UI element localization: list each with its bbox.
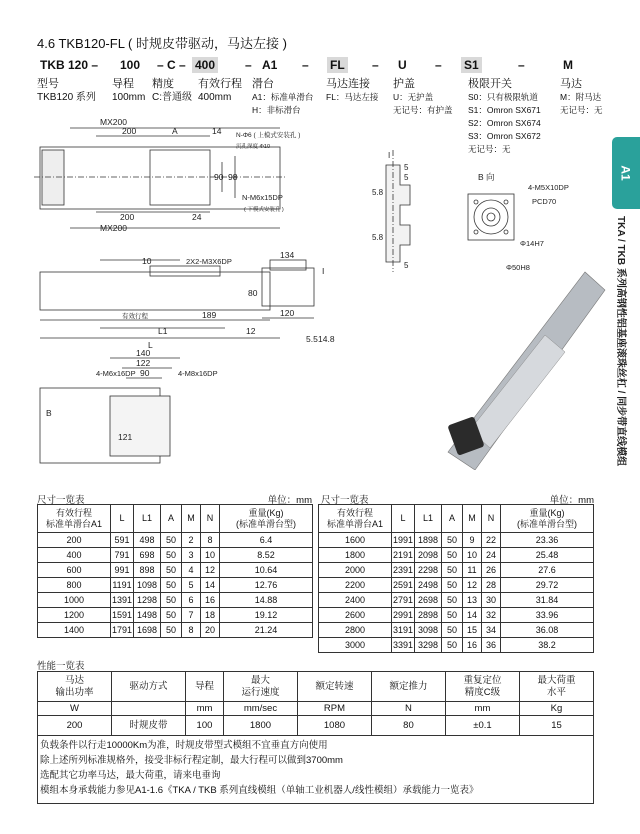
dim-label: 134 — [280, 250, 295, 260]
code-part: – — [302, 58, 309, 72]
table-cell: 34 — [482, 623, 501, 638]
dim-label: 80 — [248, 288, 258, 298]
table-row — [319, 608, 594, 623]
table-cell: 13 — [463, 593, 482, 608]
table-cell: 15 — [519, 716, 593, 736]
table-cell: 50 — [442, 533, 463, 548]
table-row — [38, 608, 313, 623]
table-cell: 3 — [182, 548, 201, 563]
table-cell: 14 — [201, 578, 220, 593]
table-cell: 3098 — [415, 623, 442, 638]
code-part: – — [245, 58, 252, 72]
table-cell: 22 — [482, 533, 501, 548]
dim-label: I — [322, 266, 325, 276]
table-cell: 1800 — [319, 548, 392, 563]
motor-view-flange — [110, 396, 170, 456]
table-cell: 14.88 — [220, 593, 313, 608]
table-cell: 21.24 — [220, 623, 313, 638]
dim-label: 98 — [228, 172, 238, 182]
table-cell: 991 — [111, 563, 134, 578]
code-part: – — [518, 58, 525, 72]
table-row — [38, 533, 313, 548]
table-cell: 800 — [38, 578, 111, 593]
table-cell: 600 — [38, 563, 111, 578]
size-table-caption-right: 尺寸一览表 — [321, 495, 369, 506]
table-cell: 50 — [161, 548, 182, 563]
col-unit: mm/sec — [223, 702, 297, 716]
col-header: 重量(Kg) (标准单滑台型) — [220, 505, 313, 533]
table-row — [319, 533, 594, 548]
table-cell: 29.72 — [501, 578, 594, 593]
dim-label: 5.8 — [372, 188, 384, 197]
table-cell: 1200 — [38, 608, 111, 623]
notes-box — [37, 736, 594, 804]
table-row — [38, 593, 313, 608]
col-unit: W — [38, 702, 112, 716]
dim-label: 122 — [136, 358, 151, 368]
table-cell: 32 — [482, 608, 501, 623]
table-cell: 12 — [201, 563, 220, 578]
table-cell: 2400 — [319, 593, 392, 608]
table-cell: 50 — [442, 548, 463, 563]
table-cell: 1400 — [38, 623, 111, 638]
table-cell: 791 — [111, 548, 134, 563]
table-cell: 50 — [442, 638, 463, 653]
col-header: 额定转速 — [297, 672, 371, 702]
dim-label: 5.5 — [306, 334, 318, 344]
table-cell: 2791 — [392, 593, 415, 608]
b-view-flange — [468, 194, 514, 240]
table-cell: 26 — [482, 563, 501, 578]
section-tab: A1 — [612, 137, 640, 209]
dim-label: 5.8 — [372, 233, 384, 242]
col-header: 驱动方式 — [112, 672, 186, 702]
col-header: 重复定位 精度C级 — [445, 672, 519, 702]
spec-limit-switch: 极限开关 S0：只有极限轨道 S1：Omron SX671 S2：Omron SX674 S3：Omron SX672 无记号：无 — [468, 78, 541, 154]
col-unit — [112, 702, 186, 716]
table-cell: 36.08 — [501, 623, 594, 638]
dim-label: 5 — [404, 261, 409, 270]
table-cell: ±0.1 — [445, 716, 519, 736]
product-render — [447, 272, 605, 470]
table-cell: 36 — [482, 638, 501, 653]
dim-label: 14.8 — [318, 334, 335, 344]
table-cell: 50 — [442, 563, 463, 578]
table-cell: 6.4 — [220, 533, 313, 548]
table-cell: 2898 — [415, 608, 442, 623]
code-part: M — [563, 58, 573, 72]
dim-label: 2X2-M3X6DP — [186, 257, 232, 266]
page-title: 4.6 TKB120-FL ( 时规皮带驱动，马达左接 ) — [37, 36, 287, 51]
col-header: 有效行程 标准单滑台A1 — [38, 505, 111, 533]
table-cell: 898 — [134, 563, 161, 578]
dim-label: 189 — [202, 310, 217, 320]
size-table-unit-right: 单位：mm — [549, 495, 594, 506]
col-header: A — [161, 505, 182, 533]
table-cell: 1080 — [297, 716, 371, 736]
table-cell: 591 — [111, 533, 134, 548]
table-cell: 2591 — [392, 578, 415, 593]
table-cell: 50 — [161, 533, 182, 548]
col-header: 导程 — [186, 672, 224, 702]
dim-label: 200 — [120, 212, 135, 222]
table-cell: 3000 — [319, 638, 392, 653]
table-cell: 19.12 — [220, 608, 313, 623]
top-view-slider — [150, 150, 210, 205]
table-cell: 50 — [161, 593, 182, 608]
spec-motor: 马达 M：附马达 无记号：无 — [560, 78, 603, 115]
series-vertical-label: TKA / TKB 系列高钢性铝基座滚珠丝杠 / 同步带直线模组 — [615, 216, 626, 467]
dim-label: Φ14H7 — [520, 239, 544, 248]
perf-table — [37, 671, 594, 736]
code-part: – — [435, 58, 442, 72]
dim-label: 24 — [192, 212, 202, 222]
code-part: – — [372, 58, 379, 72]
table-row — [38, 563, 313, 578]
col-unit: RPM — [297, 702, 371, 716]
table-cell: 50 — [442, 608, 463, 623]
table-cell: 24 — [482, 548, 501, 563]
table-cell: 2200 — [319, 578, 392, 593]
front-view-body — [40, 272, 270, 310]
col-header: 马达 输出功率 — [38, 672, 112, 702]
dim-label: MX200 — [100, 223, 127, 233]
front-view-slider — [150, 266, 220, 276]
table-cell: 14 — [463, 608, 482, 623]
table-cell: 18 — [201, 608, 220, 623]
table-cell: 1591 — [111, 608, 134, 623]
table-row — [319, 638, 594, 653]
table-cell: 1791 — [111, 623, 134, 638]
dim-label: N-M6x15DP — [242, 193, 283, 202]
table-cell: 28 — [482, 578, 501, 593]
table-cell: 400 — [38, 548, 111, 563]
table-row — [319, 563, 594, 578]
table-cell: 80 — [371, 716, 445, 736]
table-cell: 8 — [201, 533, 220, 548]
table-row — [38, 623, 313, 638]
col-header: N — [482, 505, 501, 533]
dim-label: 5 — [404, 163, 409, 172]
col-unit: mm — [445, 702, 519, 716]
table-cell: 12.76 — [220, 578, 313, 593]
col-unit: Kg — [519, 702, 593, 716]
table-cell: 50 — [161, 578, 182, 593]
col-header: 最大 运行速度 — [223, 672, 297, 702]
note-line: 选配其它功率马达，最大荷重，请来电垂询 — [40, 770, 221, 781]
col-header: 额定推力 — [371, 672, 445, 702]
table-cell: 1800 — [223, 716, 297, 736]
table-cell: 2 — [182, 533, 201, 548]
table-cell: 698 — [134, 548, 161, 563]
dim-label: PCD70 — [532, 197, 557, 206]
table-row — [319, 623, 594, 638]
dim-label: MX200 — [100, 117, 127, 127]
note-line: 除上述所列标准规格外，接受非标行程定制，最大行程可以做到3700mm — [40, 755, 343, 766]
table-cell: 50 — [442, 578, 463, 593]
col-header: L — [392, 505, 415, 533]
col-header: M — [182, 505, 201, 533]
spec-lead: 导程 100mm — [112, 78, 146, 103]
table-cell: 30 — [482, 593, 501, 608]
spec-slider: 滑台 A1：标准单滑台 H：非标滑台 — [252, 78, 314, 115]
dim-label: A — [172, 126, 178, 136]
table-cell: 2191 — [392, 548, 415, 563]
table-cell: 25.48 — [501, 548, 594, 563]
col-header: A — [442, 505, 463, 533]
table-cell: 3391 — [392, 638, 415, 653]
table-cell: 15 — [463, 623, 482, 638]
dim-label: 90 — [140, 368, 150, 378]
col-header: M — [463, 505, 482, 533]
table-cell: 11 — [463, 563, 482, 578]
spec-motor-connection: 马达连接 FL：马达左接 — [326, 78, 379, 102]
table-cell: 20 — [201, 623, 220, 638]
table-cell: 1191 — [111, 578, 134, 593]
size-table-right — [318, 504, 594, 653]
col-unit: mm — [186, 702, 224, 716]
table-cell: 31.84 — [501, 593, 594, 608]
table-cell: 23.36 — [501, 533, 594, 548]
table-cell: 3191 — [392, 623, 415, 638]
view-label: B — [46, 408, 52, 418]
dim-label: 121 — [118, 432, 133, 442]
table-cell: 2800 — [319, 623, 392, 638]
table-cell: 50 — [161, 563, 182, 578]
table-cell: 1098 — [134, 578, 161, 593]
perf-table-caption: 性能一览表 — [37, 661, 85, 672]
dim-label: 90 — [214, 172, 224, 182]
dim-label: 140 — [136, 348, 151, 358]
note-line: 模组本身承载能力参见A1-1.6《TKA / TKB 系列直线模组（单轴工业机器人/线性模组）承载能力一览表》 — [40, 785, 479, 796]
table-row — [319, 578, 594, 593]
code-part: 400 — [192, 57, 218, 73]
code-part: S1 — [461, 57, 482, 73]
table-cell: 7 — [182, 608, 201, 623]
table-cell: 10.64 — [220, 563, 313, 578]
dim-label: 5 — [404, 173, 409, 182]
table-cell: 2098 — [415, 548, 442, 563]
dim-label: L1 — [158, 326, 168, 336]
table-cell: 200 — [38, 716, 112, 736]
dim-label: ( 下模式安装孔 ) — [244, 207, 284, 213]
table-cell: 50 — [161, 623, 182, 638]
code-part: 100 — [120, 58, 141, 72]
table-cell: 2298 — [415, 563, 442, 578]
dim-label: I — [388, 151, 391, 160]
table-cell: 4 — [182, 563, 201, 578]
code-part: FL — [327, 57, 348, 73]
table-cell: 16 — [463, 638, 482, 653]
table-cell: 10 — [201, 548, 220, 563]
table-cell: 2698 — [415, 593, 442, 608]
table-cell: 3298 — [415, 638, 442, 653]
col-header: 有效行程 标准单滑台A1 — [319, 505, 392, 533]
table-cell: 1898 — [415, 533, 442, 548]
table-cell: 1391 — [111, 593, 134, 608]
col-header: L1 — [134, 505, 161, 533]
spec-model: 型号 TKB120 系列 — [37, 78, 96, 103]
col-header: 重量(Kg) (标准单滑台型) — [501, 505, 594, 533]
dim-label: 12 — [246, 326, 256, 336]
table-row — [319, 548, 594, 563]
table-cell: 10 — [463, 548, 482, 563]
table-row — [319, 593, 594, 608]
top-view-motor — [42, 150, 64, 205]
table-cell: 1698 — [134, 623, 161, 638]
table-cell: 1600 — [319, 533, 392, 548]
size-table-unit: 单位：mm — [267, 495, 312, 506]
dim-label: 120 — [280, 308, 295, 318]
table-cell: 2600 — [319, 608, 392, 623]
dim-label: 4-M5X10DP — [528, 183, 569, 192]
b-view — [468, 194, 514, 240]
code-part: A1 — [262, 58, 278, 72]
top-view — [34, 128, 285, 228]
table-cell: 33.96 — [501, 608, 594, 623]
table-cell: 50 — [442, 593, 463, 608]
spec-stroke: 有效行程 400mm — [198, 78, 242, 103]
table-cell: 2498 — [415, 578, 442, 593]
dim-label: 4-M8x16DP — [178, 369, 218, 378]
size-table-left — [37, 504, 313, 638]
table-cell: 12 — [463, 578, 482, 593]
spec-accuracy: 精度 C:普通级 — [152, 78, 192, 103]
col-header: 最大荷重 水平 — [519, 672, 593, 702]
note-line: 负载条件以行走10000Km为准，时规皮带型式模组不宜垂直方向使用 — [40, 740, 328, 751]
table-cell: 2391 — [392, 563, 415, 578]
table-row — [38, 548, 313, 563]
table-cell: 2991 — [392, 608, 415, 623]
table-cell: 8.52 — [220, 548, 313, 563]
table-cell: 50 — [161, 608, 182, 623]
table-cell: 5 — [182, 578, 201, 593]
dim-label: L — [148, 340, 153, 350]
table-cell: 1000 — [38, 593, 111, 608]
table-cell: 16 — [201, 593, 220, 608]
code-part: – C – — [157, 58, 186, 72]
table-cell: 100 — [186, 716, 224, 736]
table-cell: 时规皮带 — [112, 716, 186, 736]
table-cell: 6 — [182, 593, 201, 608]
table-cell: 9 — [463, 533, 482, 548]
table-cell: 50 — [442, 623, 463, 638]
size-table-caption: 尺寸一览表 — [37, 495, 85, 506]
dim-label: 沉孔深度 Φ10 — [236, 144, 271, 150]
table-cell: 38.2 — [501, 638, 594, 653]
col-unit: N — [371, 702, 445, 716]
table-cell: 2000 — [319, 563, 392, 578]
dim-label: Φ50H8 — [506, 263, 530, 272]
dim-label: N-Φ6 ( 上模式安装孔 ) — [236, 132, 301, 139]
col-header: L1 — [415, 505, 442, 533]
dim-label: 4-M6x16DP — [96, 369, 136, 378]
table-cell: 1498 — [134, 608, 161, 623]
table-cell: 200 — [38, 533, 111, 548]
col-header: N — [201, 505, 220, 533]
code-part: TKB 120 – — [40, 58, 99, 72]
table-cell: 498 — [134, 533, 161, 548]
table-cell: 27.6 — [501, 563, 594, 578]
table-cell: 1991 — [392, 533, 415, 548]
view-label: B 向 — [478, 172, 495, 182]
table-cell: 1298 — [134, 593, 161, 608]
table-row — [38, 578, 313, 593]
dim-label: 有效行程 — [122, 313, 148, 320]
dim-label: 200 — [122, 126, 137, 136]
dim-label: 14 — [212, 126, 222, 136]
table-cell: 8 — [182, 623, 201, 638]
col-header: L — [111, 505, 134, 533]
dim-label: 10 — [142, 256, 152, 266]
spec-cover: 护盖 U：无护盖 无记号：有护盖 — [393, 78, 453, 115]
code-part: U — [398, 58, 407, 72]
